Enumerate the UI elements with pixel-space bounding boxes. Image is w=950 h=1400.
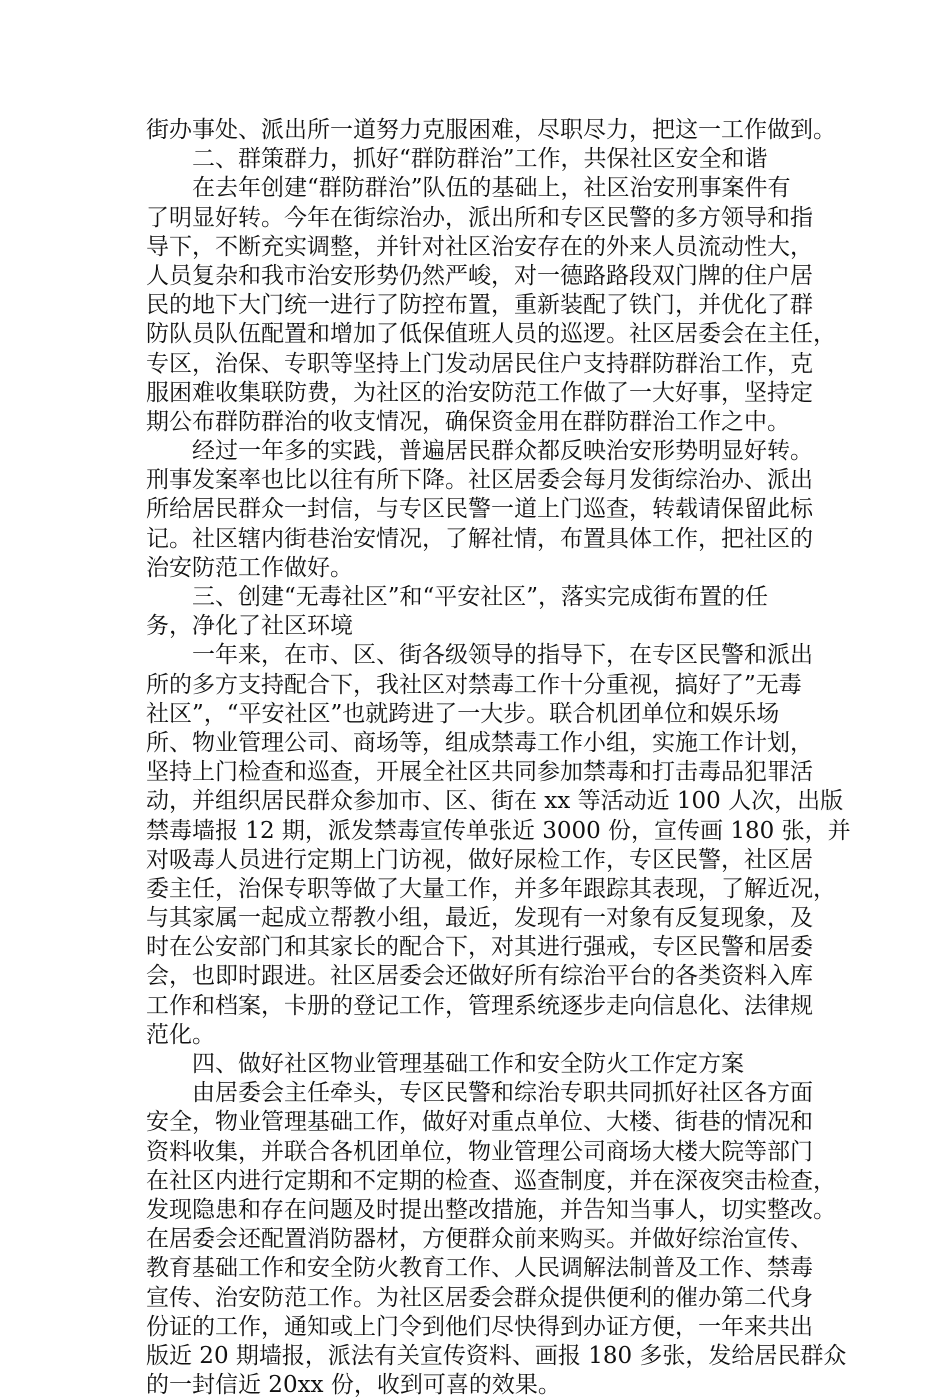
paragraph-line: 对吸毒人员进行定期上门访视，做好尿检工作，专区民警，社区居 [146, 846, 813, 873]
paragraph-line: 范化。 [146, 1021, 215, 1048]
paragraph-line: 人员复杂和我市治安形势仍然严峻，对一德路路段双门牌的住户居 [146, 262, 813, 289]
paragraph-line: 工作和档案，卡册的登记工作，管理系统逐步走向信息化、法律规 [146, 992, 813, 1019]
paragraph-line: 份证的工作，通知或上门令到他们尽快得到办证方便，一年来共出 [146, 1313, 813, 1340]
paragraph-line: 在居委会还配置消防器材，方便群众前来购买。并做好综治宣传、 [146, 1226, 813, 1253]
paragraph-line: 了明显好转。今年在街综治办，派出所和专区民警的多方领导和指 [146, 204, 813, 231]
paragraph-line: 发现隐患和存在问题及时提出整改措施，并告知当事人，切实整改。 [146, 1196, 836, 1223]
paragraph-line: 时在公安部门和其家长的配合下，对其进行强戒，专区民警和居委 [146, 934, 813, 961]
paragraph-line: 街办事处、派出所一道努力克服困难，尽职尽力，把这一工作做到。 [146, 117, 836, 143]
paragraph-line: 专区，治保、专职等坚持上门发动居民住户支持群防群治工作，克 [146, 350, 813, 377]
section-heading-continuation: 务，净化了社区环境 [146, 613, 353, 640]
section-heading: 二、群策群力，抓好“群防群治”工作，共保社区安全和谐 [192, 146, 768, 173]
paragraph-line: 服困难收集联防费，为社区的治安防范工作做了一大好事，坚持定 [146, 379, 813, 406]
paragraph-line: 所给居民群众一封信，与专区民警一道上门巡查，转载请保留此标 [146, 496, 813, 523]
section-heading: 三、创建“无毒社区”和“平安社区”，落实完成街布置的任 [192, 584, 769, 610]
paragraph-line: 在去年创建“群防群治”队伍的基础上，社区治安刑事案件有 [192, 175, 791, 202]
paragraph-line: 所、物业管理公司、商场等，组成禁毒工作小组，实施工作计划， [146, 729, 813, 756]
paragraph-line: 与其家属一起成立帮教小组，最近，发现有一对象有反复现象，及 [146, 905, 813, 932]
paragraph-line: 版近 20 期墙报，派法有关宣传资料、画报 180 多张，发给居民群众 [146, 1342, 847, 1369]
paragraph-line: 治安防范工作做好。 [146, 554, 353, 581]
paragraph-line: 防队员队伍配置和增加了低保值班人员的巡逻。社区居委会在主任， [146, 321, 836, 348]
paragraph-line: 经过一年多的实践，普遍居民群众都反映治安形势明显好转。 [192, 438, 813, 465]
paragraph-line: 记。社区辖内街巷治安情况，了解社情，布置具体工作，把社区的 [146, 525, 813, 552]
paragraph-line: 坚持上门检查和巡查，开展全社区共同参加禁毒和打击毒品犯罪活 [146, 759, 813, 786]
paragraph-line: 教育基础工作和安全防火教育工作、人民调解法制普及工作、禁毒 [146, 1255, 813, 1282]
paragraph-line: 委主任，治保专职等做了大量工作，并多年跟踪其表现，了解近况， [146, 875, 836, 902]
paragraph-line: 一年来，在市、区、街各级领导的指导下，在专区民警和派出 [192, 642, 813, 669]
paragraph-line: 期公布群防群治的收支情况，确保资金用在群防群治工作之中。 [146, 408, 790, 435]
paragraph-line: 会，也即时跟进。社区居委会还做好所有综治平台的各类资料入库 [146, 963, 813, 990]
paragraph-line: 的一封信近 20xx 份，收到可喜的效果。 [146, 1372, 561, 1399]
paragraph-line: 民的地下大门统一进行了防控布置，重新装配了铁门，并优化了群 [146, 292, 813, 319]
paragraph-line: 安全，物业管理基础工作，做好对重点单位、大楼、街巷的情况和 [146, 1109, 813, 1136]
paragraph-line: 社区”，“平安社区”也就跨进了一大步。联合机团单位和娱乐场 [146, 700, 780, 727]
paragraph-line: 在社区内进行定期和不定期的检查、巡查制度，并在深夜突击检查， [146, 1167, 836, 1194]
paragraph-line: 刑事发案率也比以往有所下降。社区居委会每月发街综治办、派出 [146, 467, 813, 494]
section-heading: 四、做好社区物业管理基础工作和安全防火工作定方案 [192, 1051, 744, 1077]
paragraph-line: 由居委会主任牵头，专区民警和综治专职共同抓好社区各方面 [192, 1080, 813, 1107]
paragraph-line: 宣传、治安防范工作。为社区居委会群众提供便利的催办第二代身 [146, 1284, 813, 1311]
paragraph-line: 导下，不断充实调整，并针对社区治安存在的外来人员流动性大， [146, 233, 813, 260]
paragraph-line: 禁毒墙报 12 期，派发禁毒宣传单张近 3000 份，宣传画 180 张，并 [146, 817, 851, 844]
document-body [146, 116, 851, 1400]
paragraph-line: 所的多方支持配合下，我社区对禁毒工作十分重视，搞好了”无毒 [146, 671, 802, 698]
paragraph-line: 资料收集，并联合各机团单位，物业管理公司商场大楼大院等部门 [146, 1138, 813, 1165]
paragraph-line: 动，并组织居民群众参加市、区、街在 xx 等活动近 100 人次，出版 [146, 788, 844, 815]
